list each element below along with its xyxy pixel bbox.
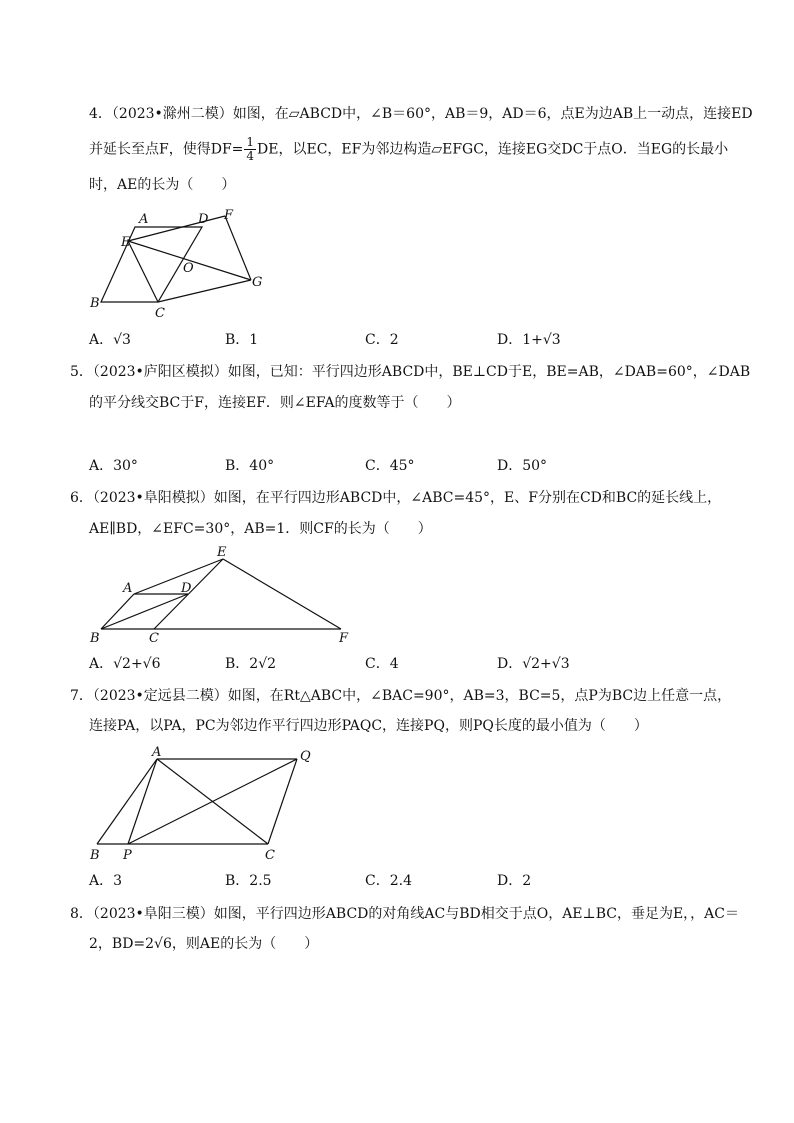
q7-figure — [85, 745, 320, 865]
q7-label-a: A — [152, 745, 162, 760]
q4-segment-fg — [225, 216, 251, 280]
q7-line2: 连接PA，以PA，PC为邻边作平行四边形PAQC，连接PQ，则PQ长度的最小值为（ ） — [89, 718, 648, 734]
q5-option-a: A．30° — [89, 458, 138, 474]
q6-option-c: C．4 — [365, 656, 399, 672]
q4-label-a: A — [139, 212, 149, 227]
q4-option-b: B．1 — [225, 332, 259, 348]
q4-line1: 4．（2023•滁州二模）如图，在▱ABCD中，∠B＝60°，AB＝9，AD＝6，点E为边AB上一动点，连接ED — [89, 106, 753, 122]
q4-segment-ec — [128, 241, 158, 302]
q4-label-d: D — [198, 212, 209, 227]
q4-label-o: O — [183, 261, 194, 276]
q5-option-b: B．40° — [225, 458, 275, 474]
q5-line1: 5．（2023•庐阳区模拟）如图，已知：平行四边形ABCD中，BE⊥CD于E，BE=AB，∠DAB=60°，∠DAB — [70, 364, 751, 380]
q7-line1: 7．（2023•定远县二模）如图，在Rt△ABC中，∠BAC=90°，AB=3，BC=5，点P为BC边上任意一点， — [70, 688, 732, 704]
q6-label-d: D — [181, 581, 192, 596]
q7-label-p: P — [123, 848, 132, 863]
q7-option-c: C．2.4 — [365, 873, 412, 889]
q7-option-a: A．3 — [89, 873, 123, 889]
q6-label-f: F — [339, 631, 349, 645]
q6-line2: AE∥BD，∠EFC=30°，AB=1．则CF的长为（ ） — [89, 521, 432, 537]
q6-segment-ef — [223, 559, 341, 629]
q4-figure — [85, 205, 275, 320]
q4-line2-a: 并延长至点F，使得DF= — [89, 141, 244, 158]
q8-line2: 2，BD=2√6，则AE的长为（ ） — [89, 936, 319, 952]
q8-line1: 8．（2023•阜阳三模）如图，平行四边形ABCD的对角线AC与BD相交于点O，AE⊥BC，垂足为E，，AC＝ — [70, 906, 739, 922]
q7-option-d: D．2 — [497, 873, 532, 889]
q6-line1: 6．（2023•阜阳模拟）如图，在平行四边形ABCD中，∠ABC=45°，E、F分别在CD和BC的延长线上， — [70, 490, 722, 506]
q4-label-c: C — [155, 306, 165, 320]
q6-segment-bd — [101, 594, 188, 629]
q4-label-g: G — [252, 275, 263, 290]
q4-line3: 时，AE的长为（ ） — [89, 177, 236, 193]
q4-label-f: F — [224, 208, 234, 223]
q7-option-b: B．2.5 — [225, 873, 272, 889]
q7-segment-ba — [97, 759, 157, 844]
q4-option-a: A．√3 — [89, 332, 131, 348]
q7-segment-pq — [128, 759, 297, 844]
q4-label-e: E — [121, 235, 131, 250]
q6-figure — [85, 545, 360, 645]
q4-line2 — [89, 136, 728, 163]
q7-label-c: C — [265, 848, 275, 863]
q6-label-b: B — [90, 631, 100, 645]
q5-line2: 的平分线交BC于F，连接EF．则∠EFA的度数等于（ ） — [89, 395, 461, 411]
q4-label-b: B — [90, 296, 100, 311]
q4-option-d: D．1+√3 — [497, 332, 561, 348]
q4-option-c: C．2 — [365, 332, 399, 348]
q6-option-a: A．√2+√6 — [89, 656, 161, 672]
q4-line2-b: DE，以EC，EF为邻边构造▱EFGC，连接EG交DC于点O．当EG的长最小 — [257, 141, 729, 158]
q4-fraction: $\frac{1}{4}$ — [246, 135, 255, 163]
q6-label-e: E — [217, 545, 227, 560]
q7-label-q: Q — [300, 749, 311, 764]
q6-option-d: D．√2+√3 — [497, 656, 570, 672]
q6-label-a: A — [123, 581, 133, 596]
q7-label-b: B — [90, 848, 100, 863]
q6-option-b: B．2√2 — [225, 656, 277, 672]
q6-segment-ba — [101, 594, 134, 629]
q5-option-d: D．50° — [497, 458, 548, 474]
q6-label-c: C — [149, 631, 159, 645]
q4-segment-gc — [158, 280, 251, 302]
q6-segment-ae — [134, 559, 223, 594]
q5-option-c: C．45° — [365, 458, 415, 474]
